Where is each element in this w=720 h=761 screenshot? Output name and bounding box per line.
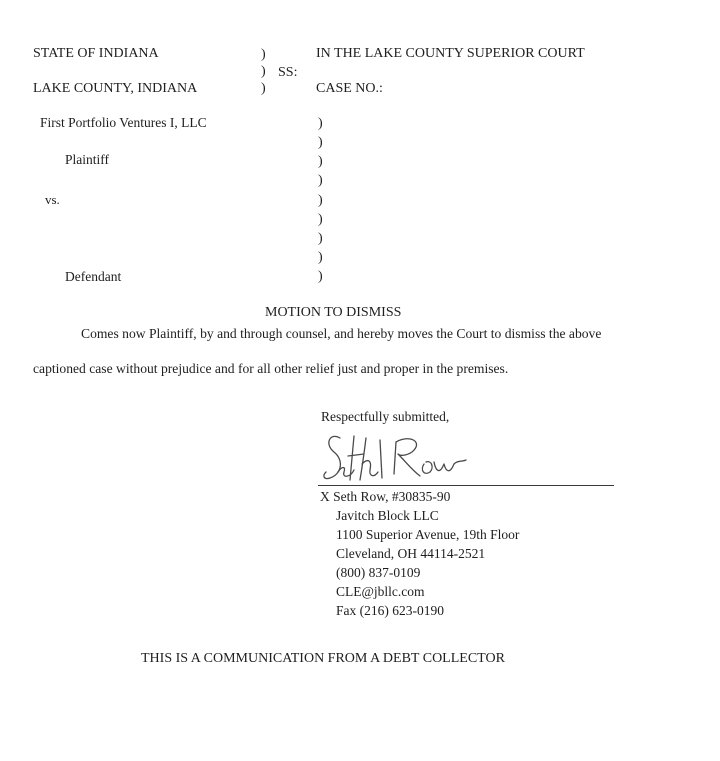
fax-number: Fax (216) 623-0190 [336,603,444,618]
firm-name: Javitch Block LLC [336,508,439,523]
case-number-label: CASE NO.: [316,81,383,96]
ss-paren: ) [261,47,266,62]
caption-paren: ) [318,231,323,246]
county-label: LAKE COUNTY, INDIANA [33,81,198,96]
caption-paren: ) [318,212,323,227]
caption-paren: ) [318,173,323,188]
ss-paren: ) [261,64,266,79]
caption-paren: ) [318,193,323,208]
versus-label: vs. [45,192,60,207]
caption-paren: ) [318,116,323,131]
email-address: CLE@jbllc.com [336,584,425,599]
ss-paren: ) [261,81,266,96]
caption-paren: ) [318,154,323,169]
state-label: STATE OF INDIANA [33,46,159,61]
signature-line [318,485,614,486]
debt-collector-notice: THIS IS A COMMUNICATION FROM A DEBT COLLECTOR [141,651,505,666]
caption-paren: ) [318,135,323,150]
handwritten-signature-icon [320,428,480,488]
plaintiff-label: Plaintiff [65,152,110,167]
court-name: IN THE LAKE COUNTY SUPERIOR COURT [316,46,585,61]
ss-label: SS: [278,65,298,80]
caption-paren: ) [318,250,323,265]
motion-body-line-2: captioned case without prejudice and for all other relief just and proper in the premises. [33,361,509,376]
plaintiff-name: First Portfolio Ventures I, LLC [40,115,207,130]
motion-body-line-1: Comes now Plaintiff, by and through counsel, and hereby moves the Court to dismiss the above [81,326,602,341]
phone-number: (800) 837-0109 [336,565,421,580]
address-line-2: Cleveland, OH 44114-2521 [336,546,486,561]
attorney-name: X Seth Row, #30835-90 [320,489,451,504]
address-line-1: 1100 Superior Avenue, 19th Floor [336,527,520,542]
caption-paren: ) [318,269,323,284]
motion-title: MOTION TO DISMISS [265,305,402,320]
defendant-label: Defendant [65,269,122,284]
closing-text: Respectfully submitted, [321,409,450,424]
